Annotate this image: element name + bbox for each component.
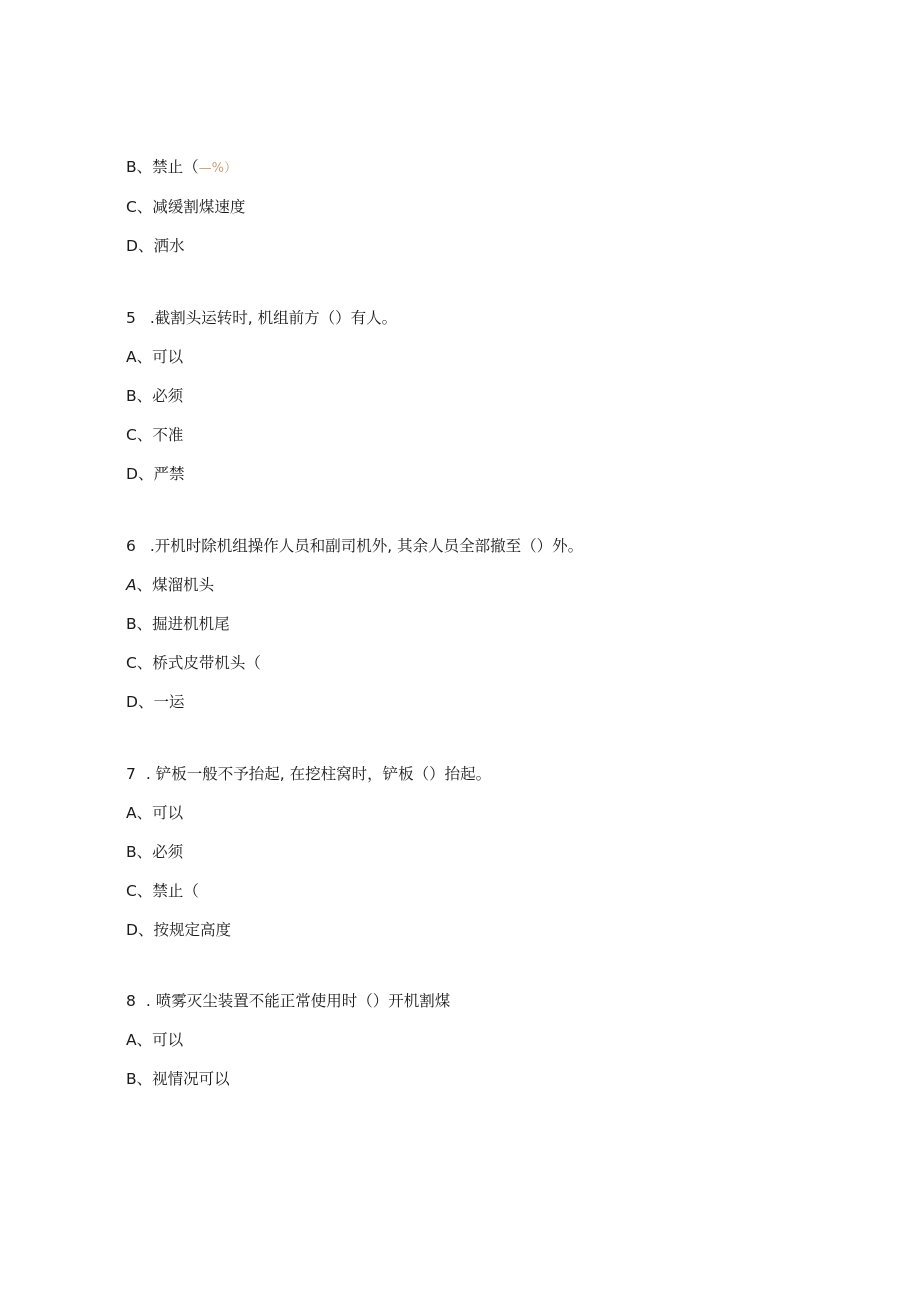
option-text: 禁止（ <box>152 158 199 176</box>
option-separator: 、 <box>136 1070 153 1088</box>
option-letter: C <box>126 426 137 444</box>
option-letter: B <box>126 1070 137 1088</box>
option-separator: 、 <box>136 158 153 176</box>
question-text: . 铲板一般不予抬起, 在挖柱窝时，铲板（）抬起。 <box>145 765 492 783</box>
option-text: 视情况可以 <box>152 1070 230 1088</box>
option-letter: A <box>126 804 137 822</box>
option-text: 可以 <box>152 804 184 822</box>
question-7-option-d <box>126 920 231 940</box>
option-separator: 、 <box>136 348 153 366</box>
question-7-option-a <box>126 803 183 823</box>
question-5-stem <box>126 308 397 328</box>
option-prev-d <box>126 236 184 256</box>
option-letter: B <box>126 615 137 633</box>
question-text: .截割头运转时, 机组前方（）有人。 <box>149 309 398 327</box>
option-separator: 、 <box>137 465 154 483</box>
option-text: 可以 <box>152 1031 184 1049</box>
option-separator: 、 <box>137 237 154 255</box>
option-separator: 、 <box>136 804 153 822</box>
option-prev-c <box>126 197 245 217</box>
option-letter: D <box>126 693 138 711</box>
option-letter: D <box>126 921 138 939</box>
option-text: 可以 <box>152 348 184 366</box>
question-5-option-d <box>126 464 184 484</box>
option-text: 掘进机机尾 <box>152 615 230 633</box>
option-letter: C <box>126 198 137 216</box>
question-7-stem <box>126 764 491 784</box>
question-number: 5 <box>126 309 136 327</box>
question-number: 6 <box>126 537 136 555</box>
option-letter: A <box>126 576 137 594</box>
question-number: 7 <box>126 765 136 783</box>
question-8-stem <box>126 991 450 1011</box>
question-6-option-c <box>126 653 261 673</box>
option-text: 按规定高度 <box>153 921 231 939</box>
option-prev-b <box>126 157 237 179</box>
option-letter: A <box>126 348 137 366</box>
question-8-option-b <box>126 1069 230 1089</box>
option-separator: 、 <box>136 654 153 672</box>
question-text: .开机时除机组操作人员和副司机外, 其余人员全部撤至（）外。 <box>149 537 584 555</box>
option-text: 不准 <box>152 426 184 444</box>
option-text: 煤溜机头 <box>152 576 215 594</box>
option-text: 减缓割煤速度 <box>152 198 246 216</box>
question-5-option-c <box>126 425 183 445</box>
option-letter: D <box>126 465 138 483</box>
question-6-option-d <box>126 692 184 712</box>
option-letter: C <box>126 882 137 900</box>
option-text: 洒水 <box>153 237 185 255</box>
option-text: 桥式皮带机头（ <box>152 654 261 672</box>
option-separator: 、 <box>137 921 154 939</box>
option-text: 必须 <box>152 843 184 861</box>
option-letter: C <box>126 654 137 672</box>
question-5-option-a <box>126 347 183 367</box>
option-separator: 、 <box>136 426 153 444</box>
option-letter: D <box>126 237 138 255</box>
question-6-stem <box>126 536 583 556</box>
option-separator: 、 <box>136 198 153 216</box>
option-separator: 、 <box>136 843 153 861</box>
question-7-option-c <box>126 881 199 901</box>
option-separator: 、 <box>137 693 154 711</box>
option-text: 禁止（ <box>152 882 199 900</box>
option-letter: B <box>126 843 137 861</box>
option-separator: 、 <box>136 387 153 405</box>
option-text: 严禁 <box>153 465 185 483</box>
option-separator: 、 <box>136 615 153 633</box>
option-text: 一运 <box>153 693 185 711</box>
question-5-option-b <box>126 386 183 406</box>
option-letter: B <box>126 158 137 176</box>
option-separator: 、 <box>136 576 153 594</box>
question-number: 8 <box>126 992 136 1010</box>
option-letter: A <box>126 1031 137 1049</box>
question-7-option-b <box>126 842 183 862</box>
question-text: . 喷雾灭尘装置不能正常使用时（）开机割煤 <box>145 992 451 1010</box>
option-letter: B <box>126 387 137 405</box>
question-8-option-a <box>126 1030 183 1050</box>
option-text: 必须 <box>152 387 184 405</box>
question-6-option-b <box>126 614 230 634</box>
option-separator: 、 <box>136 1031 153 1049</box>
option-separator: 、 <box>136 882 153 900</box>
question-6-option-a <box>126 575 214 595</box>
option-faint-text: —%） <box>198 161 238 176</box>
